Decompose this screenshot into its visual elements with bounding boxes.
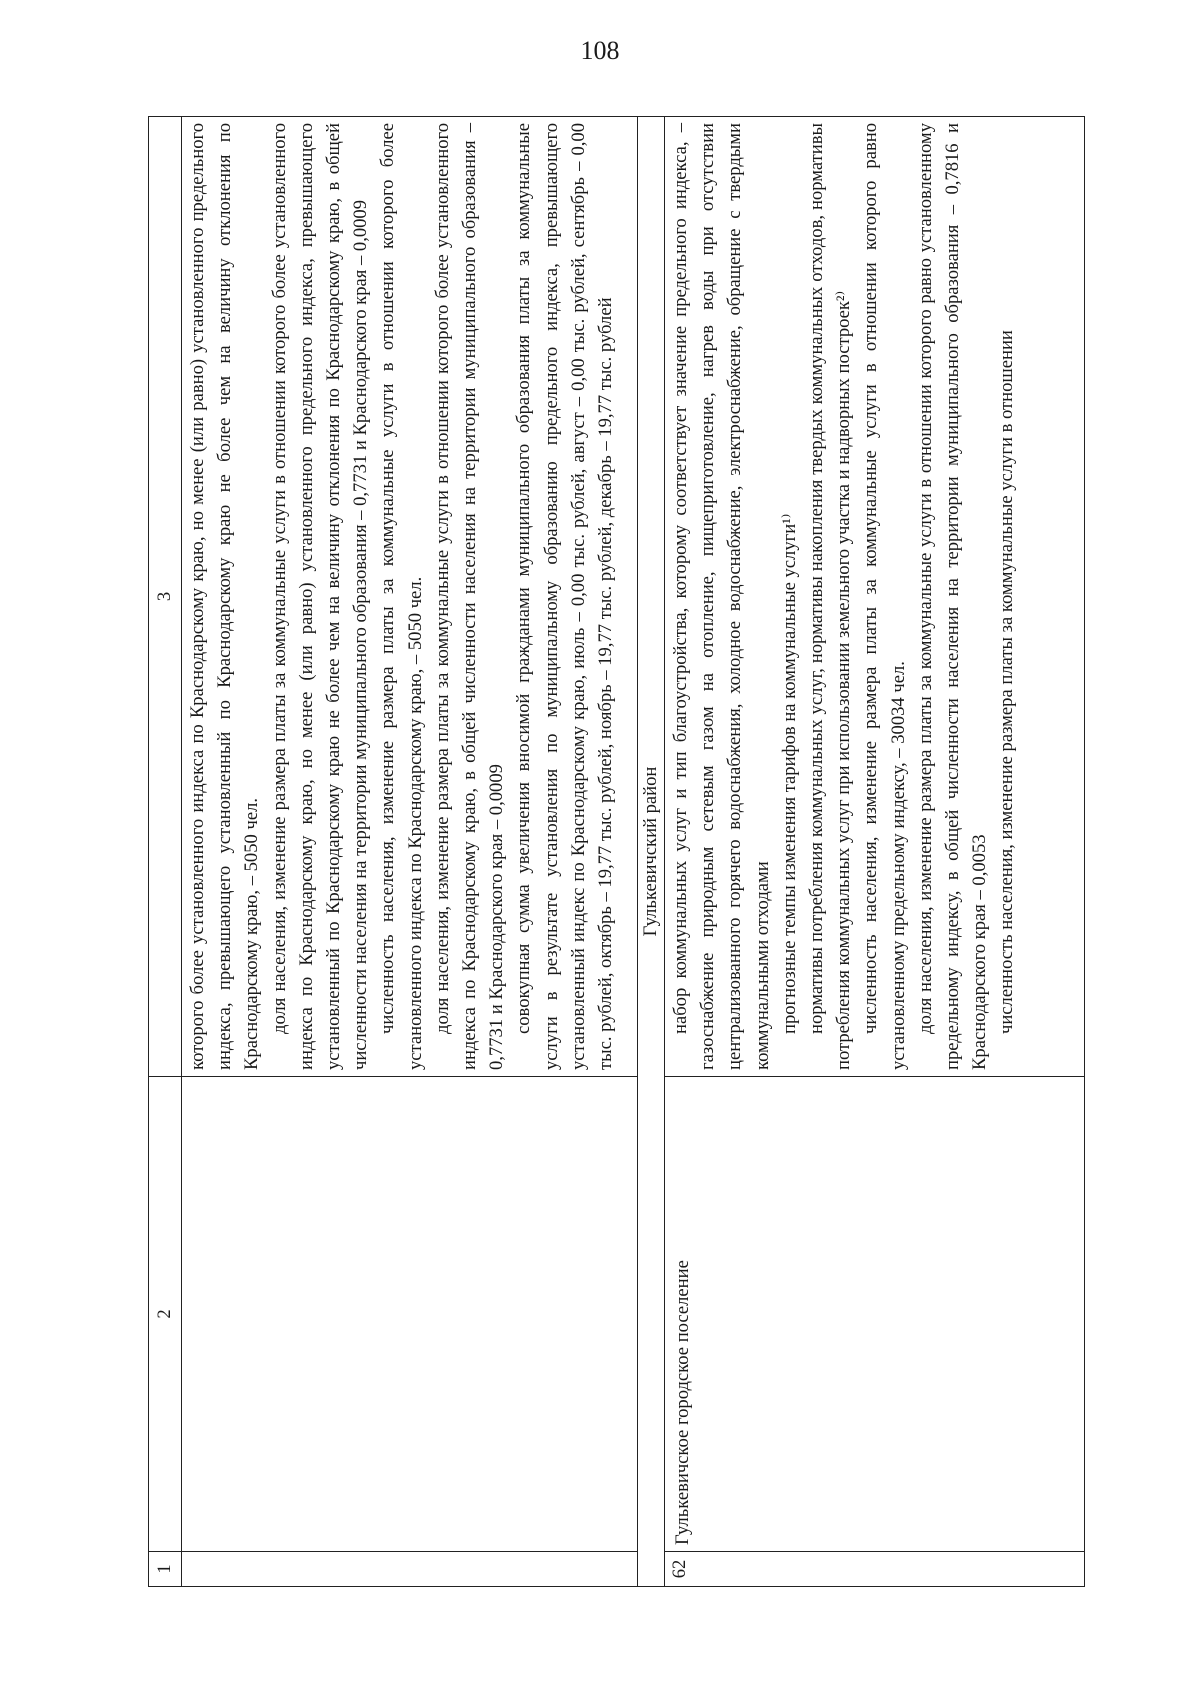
continued-col-3 <box>182 117 638 1077</box>
paragraph: набор коммунальных услуг и тип благоустройства, которому соответствует значение предельного индекса, – газоснабжение природным сетевым газом на отопление, пищеприготовление, нагрев воды при отсутствии централизованного горячего водоснабжения, холодное водоснабжение, электроснабжение, обращение с твердыми коммунальными отходами <box>670 123 773 1070</box>
paragraph: численность населения, изменение размера платы за коммунальные услуги в отношении которого равно установленному предельному индексу, – 30034 чел. <box>860 123 909 1070</box>
page-number: 108 <box>580 36 620 65</box>
paragraph: доля населения, изменение размера платы за коммунальные услуги в отношении которого более установленного индекса по Краснодарскому краю, но менее (или равно) установленного предельного индекса, превышающего установленный по Краснодарскому краю не более чем на величину отклонения по Краснодарскому краю, в общей численности населения на территории муниципального образования – 0,7731 и Краснодарского края – 0,0009 <box>268 123 372 1070</box>
paragraph: прогнозные темпы изменения тарифов на коммунальные услуги¹⁾ <box>778 513 800 1034</box>
table-row-62 <box>665 117 1085 1587</box>
header-col-3: 3 <box>149 117 182 1077</box>
data-table <box>148 116 1085 1587</box>
continued-col-1 <box>182 1552 638 1587</box>
paragraph: совокупная сумма увеличения вносимой гражданами муниципального образования платы за коммунальные услуги в результате установления по муниципальному образованию предельного индекса, превышающего установленный индекс по Краснодарскому краю, июль – 0,00 тыс. рублей, август – 0,00 тыс. рублей, сентябрь – 0,00 тыс. рублей, октябрь – 19,77 тыс. рублей, ноябрь – 19,77 тыс. рублей, декабрь – 19,77 тыс. рублей <box>513 123 617 1070</box>
paragraph: численность населения, изменение размера платы за коммунальные услуги в отношении которого более установленного индекса по Краснодарскому краю, – 5050 чел. <box>377 123 426 1070</box>
paragraph: доля населения, изменение размера платы за коммунальные услуги в отношении которого более установленного индекса по Краснодарскому краю, в общей численности населения на территории муниципального образования – 0,7731 и Краснодарского края – 0,0009 <box>431 123 508 1070</box>
section-title: Гулькевичский район <box>638 117 665 1587</box>
table-header-row <box>149 117 182 1587</box>
header-col-2: 2 <box>149 1077 182 1552</box>
table-row-continued <box>182 117 638 1587</box>
paragraph: численность населения, изменение размера платы за коммунальные услуги в отношении <box>996 330 1018 1034</box>
settlement-name: Гулькевичское городское поселение <box>665 1077 1085 1552</box>
section-header-row <box>638 117 665 1587</box>
paragraph: которого более установленного индекса по Краснодарскому краю, но менее (или равно) установленного предельного индекса, превышающего установленный по Краснодарскому краю не более чем на величину отклонения по Краснодарскому краю, – 5050 чел. <box>187 123 263 1070</box>
header-col-1: 1 <box>149 1552 182 1587</box>
continued-col-2 <box>182 1077 638 1552</box>
paragraph: нормативы потребления коммунальных услуг, нормативы накопления твердых коммунальных отходов, нормативы потребления коммунальных услуг при использовании земельного участка и надворных построек²⁾ <box>806 123 855 1070</box>
paragraph: доля населения, изменение размера платы за коммунальные услуги в отношении которого равно установленному предельному индексу, в общей численности населения на территории муниципального образования – 0,7816 и Краснодарского края – 0,0053 <box>914 123 991 1070</box>
row-number: 62 <box>665 1552 1085 1587</box>
rotated-table-container <box>148 117 1084 1587</box>
row-62-details <box>665 117 1085 1077</box>
